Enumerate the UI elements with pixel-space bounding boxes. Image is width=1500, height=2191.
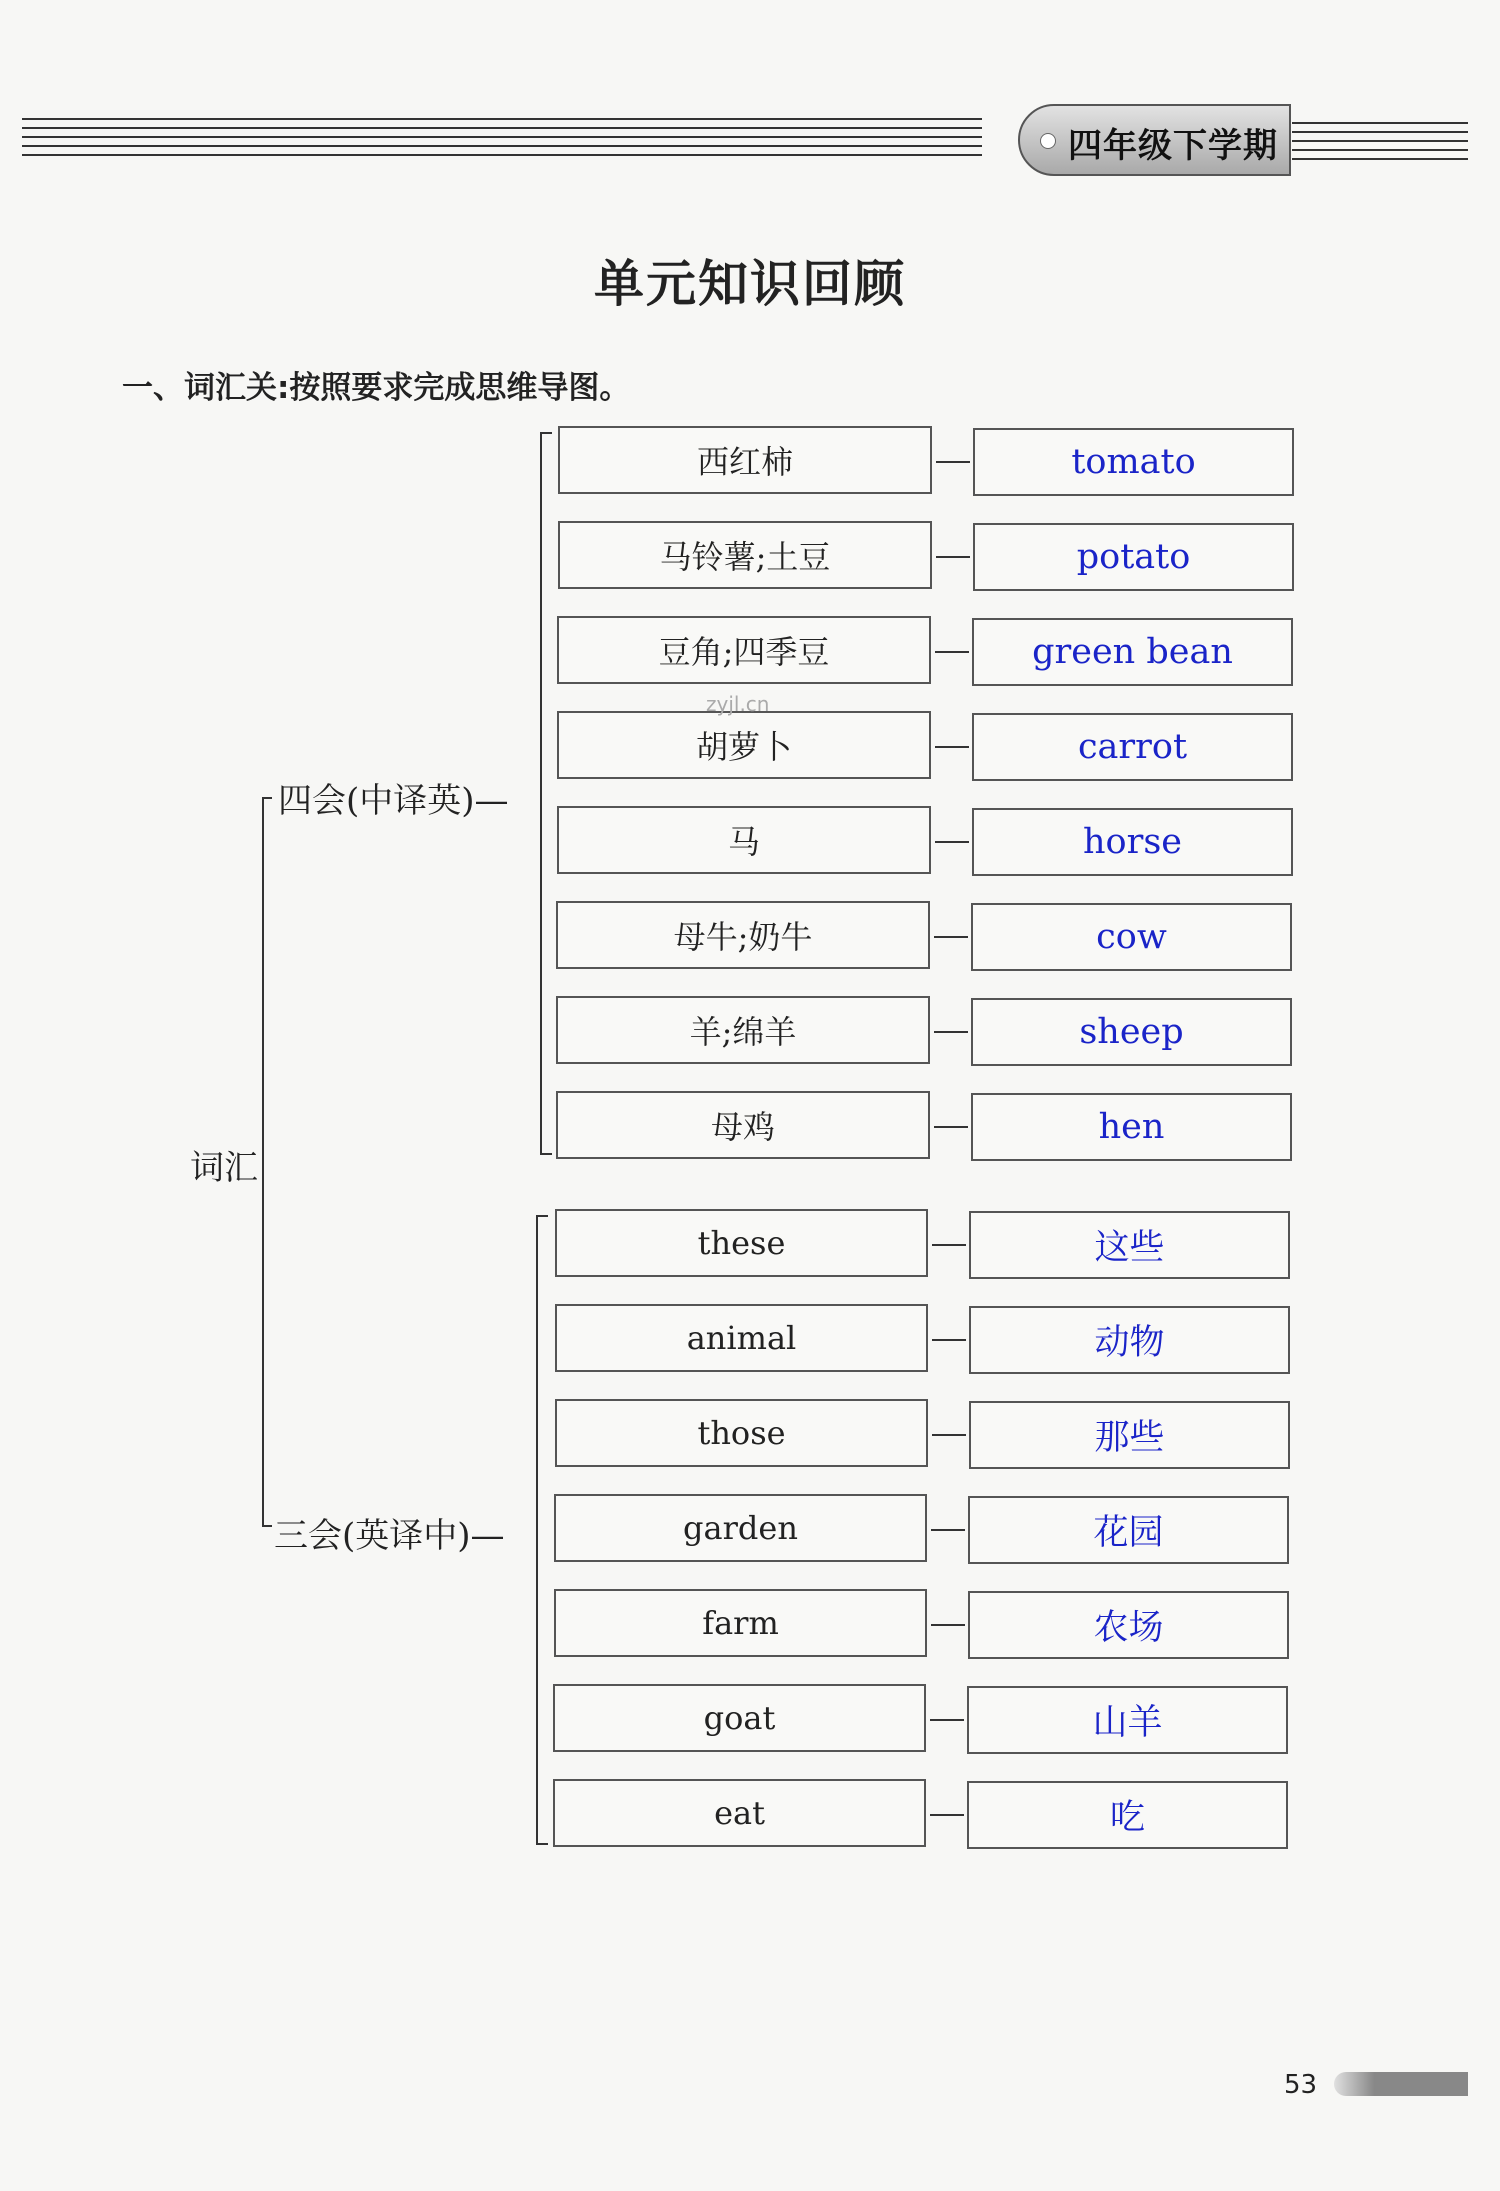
- answer-cell: 农场: [968, 1591, 1289, 1659]
- connector-dash: [935, 841, 969, 843]
- grade-badge: [1018, 104, 1291, 176]
- connector-dash: [935, 746, 969, 748]
- header-rule-left: [22, 118, 982, 162]
- connector-dash: [930, 1814, 964, 1816]
- prompt-cell: 豆角;四季豆: [557, 616, 931, 684]
- page-number-bar: [1334, 2072, 1468, 2096]
- prompt-cell: goat: [553, 1684, 926, 1752]
- prompt-cell: 母鸡: [556, 1091, 930, 1159]
- answer-cell: 花园: [968, 1496, 1289, 1564]
- root-bracket: [262, 797, 264, 1527]
- answer-cell: sheep: [971, 998, 1292, 1066]
- answer-cell: 动物: [969, 1306, 1290, 1374]
- prompt-cell: 羊;绵羊: [556, 996, 930, 1064]
- connector-dash: [932, 1244, 966, 1246]
- answer-cell: carrot: [972, 713, 1293, 781]
- watermark: zyjl.cn: [706, 692, 770, 716]
- connector-dash: [931, 1624, 965, 1626]
- branch1-bracket-top: [540, 432, 552, 434]
- answer-cell: 那些: [969, 1401, 1290, 1469]
- branch-three-skills-label: 三会(英译中)—: [274, 1516, 505, 1556]
- answer-cell: 吃: [967, 1781, 1288, 1849]
- root-bracket-top: [262, 797, 272, 799]
- answer-cell: cow: [971, 903, 1292, 971]
- connector-dash: [934, 1031, 968, 1033]
- connector-dash: [932, 1434, 966, 1436]
- answer-cell: 这些: [969, 1211, 1290, 1279]
- connector-dash: [934, 936, 968, 938]
- answer-cell: green bean: [972, 618, 1293, 686]
- badge-dot-icon: [1040, 133, 1056, 149]
- answer-cell: 山羊: [967, 1686, 1288, 1754]
- prompt-cell: these: [555, 1209, 928, 1277]
- grade-badge-text: 四年级下学期: [1068, 126, 1278, 166]
- connector-dash: [935, 651, 969, 653]
- branch2-bracket: [536, 1215, 538, 1845]
- connector-dash: [934, 1126, 968, 1128]
- connector-dash: [931, 1529, 965, 1531]
- prompt-cell: 西红柿: [558, 426, 932, 494]
- branch-four-skills-label: 四会(中译英)—: [278, 781, 509, 821]
- connector-dash: [932, 1339, 966, 1341]
- answer-cell: horse: [972, 808, 1293, 876]
- root-label: 词汇: [190, 1148, 258, 1188]
- prompt-cell: 马铃薯;土豆: [558, 521, 932, 589]
- prompt-cell: garden: [554, 1494, 927, 1562]
- question-heading: 一、词汇关:按照要求完成思维导图。: [122, 370, 631, 406]
- prompt-cell: those: [555, 1399, 928, 1467]
- connector-dash: [936, 461, 970, 463]
- prompt-cell: farm: [554, 1589, 927, 1657]
- prompt-cell: animal: [555, 1304, 928, 1372]
- prompt-cell: 胡萝卜: [557, 711, 931, 779]
- answer-cell: potato: [973, 523, 1294, 591]
- prompt-cell: eat: [553, 1779, 926, 1847]
- prompt-cell: 马: [557, 806, 931, 874]
- branch1-bracket: [540, 432, 542, 1155]
- answer-cell: hen: [971, 1093, 1292, 1161]
- connector-dash: [936, 556, 970, 558]
- branch2-bracket-bottom: [536, 1843, 548, 1845]
- prompt-cell: 母牛;奶牛: [556, 901, 930, 969]
- connector-dash: [930, 1719, 964, 1721]
- header-rule-right: [1292, 122, 1468, 166]
- page-number: 53: [1284, 2070, 1318, 2100]
- branch1-bracket-bottom: [540, 1153, 552, 1155]
- answer-cell: tomato: [973, 428, 1294, 496]
- branch2-bracket-top: [536, 1215, 548, 1217]
- page-title: 单元知识回顾: [594, 254, 906, 313]
- root-bracket-bottom: [262, 1525, 272, 1527]
